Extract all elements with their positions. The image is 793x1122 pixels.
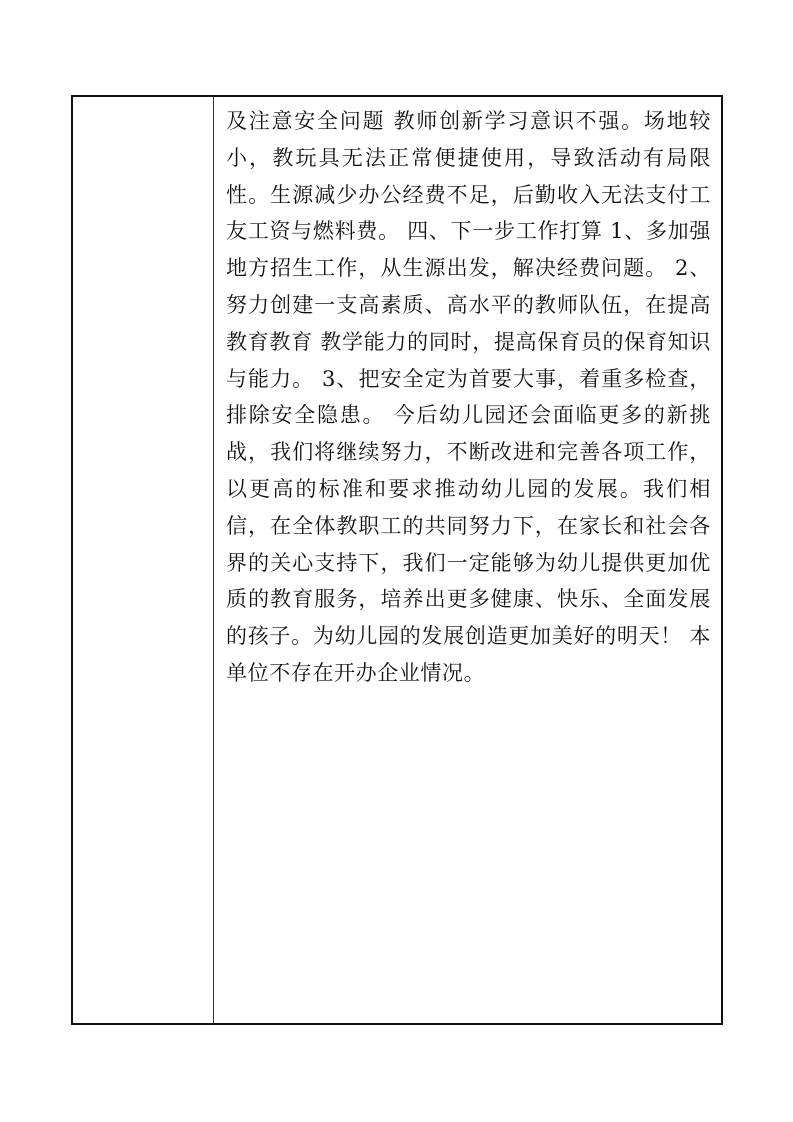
content-cell	[214, 97, 721, 1023]
report-table	[71, 95, 723, 1025]
label-cell	[73, 97, 213, 1023]
report-body-text: 及注意安全问题 教师创新学习意识不强。场地较小，教玩具无法正常便捷使用，导致活动有局限性。生源减少办公经费不足，后勤收入无法支付工友工资与燃料费。 四、下一步工作打算 1、多加强地方招生工作，从生源出发，解决经费问题。 2、努力创建一支高素质、高水平的教师队伍，在提高教育教育 教学能力的同时，提高保育员的保育知识与能力。 3、把安全定为首要大事，着重多检查，排除安全隐患。 今后幼儿园还会面临更多的新挑战，我们将继续努力，不断改进和完善各项工作，以更高的标准和要求推动幼儿园的发展。我们相信，在全体教职工的共同努力下，在家长和社会各界的关心支持下，我们一定能够为幼儿提供更加优质的教育服务，培养出更多健康、快乐、全面发展的孩子。为幼儿园的发展创造更加美好的明天！ 本单位不存在开办企业情况。	[226, 109, 711, 685]
